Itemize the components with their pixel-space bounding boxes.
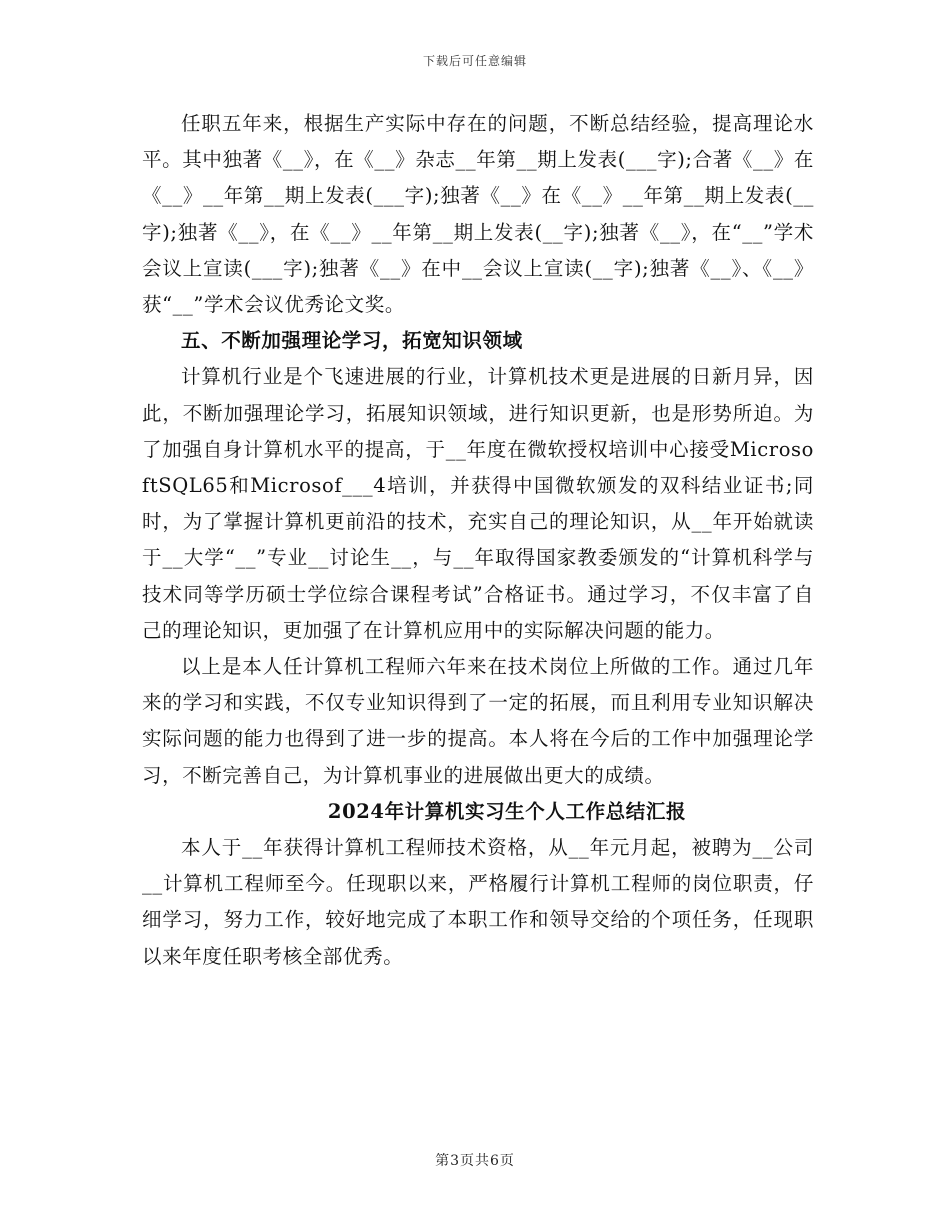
page-header: 下载后可任意编辑: [422, 54, 527, 68]
page-footer: 第3页共6页: [435, 1153, 515, 1169]
section-heading-5: 五、不断加强理论学习，拓宽知识领域: [181, 329, 523, 353]
section-title: 2024年计算机实习生个人工作总结汇报: [327, 799, 687, 823]
paragraph-publications: 任职五年来，根据生产实际中存在的问题，不断总结经验，提高理论水平。其中独著《__》，在《__》杂志__年第__期上发表(___字);合著《__》在《__》__年第__期上发表(___字);独著《__》在《__》__年第__期上发表(__字);独著《__》，在《__》__年第__期上发表(__字);独著《__》，在“__”学术会议上宣读(___字);独著《__》在中__会议上宣读(__字);独著《__》、《__》获“__”学术会议优秀论文奖。: [142, 112, 814, 317]
document-body: [142, 106, 814, 975]
paragraph-conclusion: 以上是本人任计算机工程师六年来在技术岗位上所做的工作。通过几年来的学习和实践，不仅专业知识得到了一定的拓展，而且利用专业知识解决实际问题的能力也得到了进一步的提高。本人将在今后的工作中加强理论学习，不断完善自己，为计算机事业的进展做出更大的成绩。: [142, 655, 814, 787]
paragraph-intro: 本人于__年获得计算机工程师技术资格，从__年元月起，被聘为__公司__计算机工程师至今。任现职以来，严格履行计算机工程师的岗位职责，仔细学习，努力工作，较好地完成了本职工作和领导交给的个项任务，任现职以来年度任职考核全部优秀。: [142, 836, 814, 968]
paragraph-learning: 计算机行业是个飞速进展的行业，计算机技术更是进展的日新月异，因此，不断加强理论学习，拓展知识领域，进行知识更新，也是形势所迫。为了加强自身计算机水平的提高，于__年度在微软授权培训中心接受MicrosoftSQL65和Microsof___4培训，并获得中国微软颁发的双科结业证书;同时，为了掌握计算机更前沿的技术，充实自己的理论知识，从__年开始就读于__大学“__”专业__讨论生__，与__年取得国家教委颁发的“计算机科学与技术同等学历硕士学位综合课程考试”合格证书。通过学习，不仅丰富了自己的理论知识，更加强了在计算机应用中的实际解决问题的能力。: [142, 365, 814, 642]
